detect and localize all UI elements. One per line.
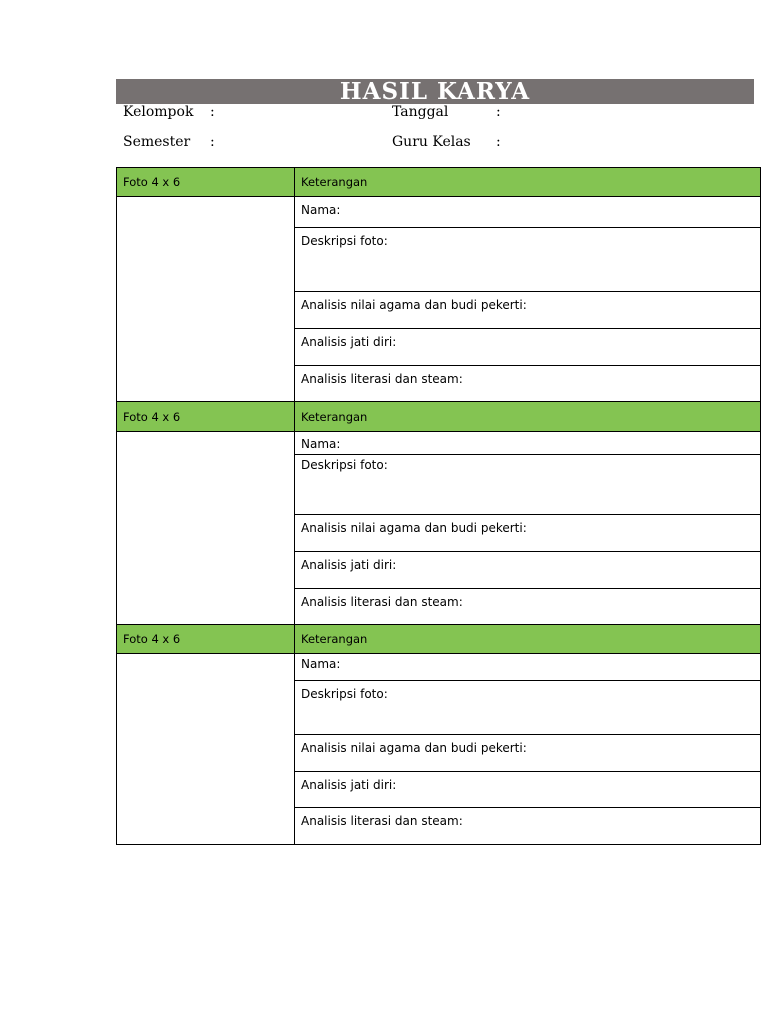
- photo-header: Foto 4 x 6: [117, 625, 295, 654]
- kelompok-label: Kelompok: [123, 104, 194, 120]
- literacy-analysis-cell: [295, 808, 761, 845]
- name-cell: [295, 432, 761, 455]
- photo-placeholder: [117, 197, 295, 402]
- religion-analysis-label: Analisis nilai agama dan budi pekerti:: [301, 521, 527, 535]
- photo-description-label: Deskripsi foto:: [301, 687, 388, 701]
- name-label: Nama:: [301, 203, 341, 217]
- photo-table-3: [116, 624, 761, 845]
- literacy-analysis-cell: [295, 366, 761, 402]
- photo-header: Foto 4 x 6: [117, 168, 295, 197]
- name-label: Nama:: [301, 437, 341, 451]
- identity-analysis-cell: [295, 772, 761, 808]
- photo-description-cell: [295, 228, 761, 292]
- religion-analysis-cell: [295, 292, 761, 329]
- name-label: Nama:: [301, 657, 341, 671]
- name-cell: [295, 197, 761, 228]
- photo-placeholder: [117, 432, 295, 625]
- literacy-analysis-label: Analisis literasi dan steam:: [301, 372, 463, 386]
- info-header: Keterangan: [295, 168, 761, 197]
- photo-description-label: Deskripsi foto:: [301, 458, 388, 472]
- religion-analysis-label: Analisis nilai agama dan budi pekerti:: [301, 298, 527, 312]
- photo-description-cell: [295, 681, 761, 735]
- photo-table-2: [116, 401, 761, 625]
- literacy-analysis-label: Analisis literasi dan steam:: [301, 595, 463, 609]
- kelompok-colon: :: [210, 104, 215, 120]
- religion-analysis-label: Analisis nilai agama dan budi pekerti:: [301, 741, 527, 755]
- semester-colon: :: [210, 134, 215, 150]
- identity-analysis-label: Analisis jati diri:: [301, 778, 397, 792]
- name-cell: [295, 654, 761, 681]
- photo-description-label: Deskripsi foto:: [301, 234, 388, 248]
- identity-analysis-label: Analisis jati diri:: [301, 558, 397, 572]
- info-header: Keterangan: [295, 402, 761, 432]
- semester-label: Semester: [123, 134, 191, 150]
- photo-description-cell: [295, 455, 761, 515]
- religion-analysis-cell: [295, 515, 761, 552]
- identity-analysis-cell: [295, 329, 761, 366]
- info-header: Keterangan: [295, 625, 761, 654]
- guru-kelas-label: Guru Kelas: [392, 134, 471, 150]
- photo-header: Foto 4 x 6: [117, 402, 295, 432]
- identity-analysis-label: Analisis jati diri:: [301, 335, 397, 349]
- document-title: HASIL KARYA: [116, 79, 754, 104]
- religion-analysis-cell: [295, 735, 761, 772]
- tanggal-label: Tanggal: [392, 104, 449, 120]
- photo-placeholder: [117, 654, 295, 845]
- literacy-analysis-label: Analisis literasi dan steam:: [301, 814, 463, 828]
- photo-table-1: [116, 167, 761, 402]
- tanggal-colon: :: [496, 104, 501, 120]
- identity-analysis-cell: [295, 552, 761, 589]
- guru-kelas-colon: :: [496, 134, 501, 150]
- literacy-analysis-cell: [295, 589, 761, 625]
